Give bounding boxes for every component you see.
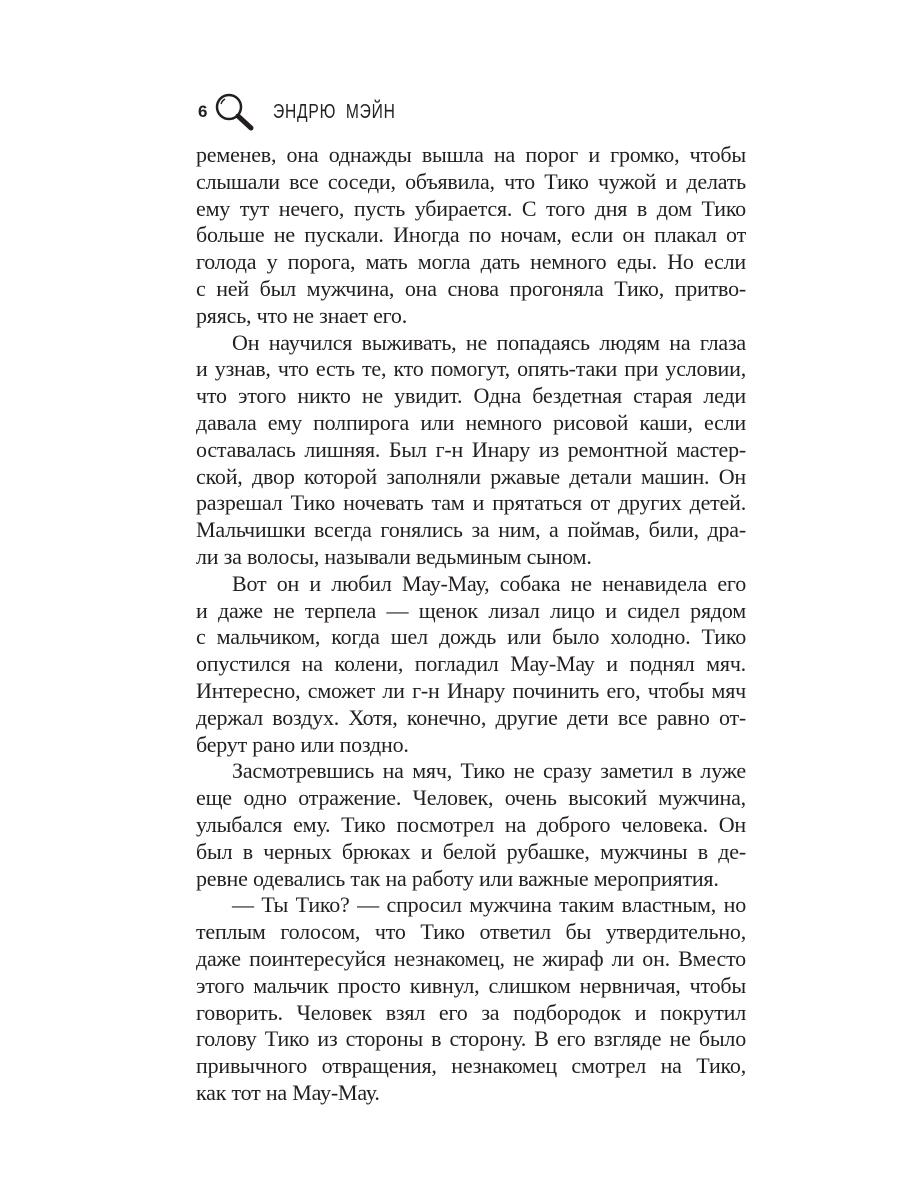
text-line: ременев, она однажды вышла на порог и громко, чтобы <box>196 142 746 167</box>
text-line: улыбался ему. Тико посмотрел на доброго человека. Он <box>196 811 746 837</box>
paragraph <box>196 142 746 330</box>
text-line: Вот он и любил Мау-Мау, собака не ненавидела его <box>232 570 746 596</box>
paragraph <box>196 892 746 1106</box>
text-line: оставалась лишняя. Был г-н Инару из ремонтной мастер- <box>196 436 746 462</box>
text-line: ряясь, что не знает его. <box>196 302 408 328</box>
running-header <box>198 92 431 132</box>
text-line: привычного отвращения, незнакомец смотрел на Тико, <box>196 1053 746 1079</box>
text-line: Засмотревшись на мяч, Тико не сразу заметил в луже <box>232 758 746 784</box>
text-line: ской, двор которой заполняли ржавые детали машин. Он <box>196 463 746 489</box>
text-line: этого мальчик просто кивнул, слишком нервничая, чтобы <box>196 972 746 998</box>
body-text <box>196 142 746 1107</box>
text-line: — Ты Тико? — спросил мужчина таким властным, но <box>232 892 746 918</box>
text-line: с мальчиком, когда шел дождь или было холодно. Тико <box>196 624 746 650</box>
text-line: как тот на Мау-Мау. <box>196 1079 380 1105</box>
paragraph <box>196 571 746 759</box>
magnifying-glass-icon <box>213 92 255 132</box>
text-line: давала ему полпирога или немного рисовой каши, если <box>196 409 746 435</box>
text-line: был в черных брюках и белой рубашке, мужчины в де- <box>196 838 746 864</box>
text-line: голода у порога, мать могла дать немного еды. Но если <box>196 249 746 275</box>
text-line: опустился на колени, погладил Мау-Мау и поднял мяч. <box>196 651 746 677</box>
text-line: с ней был мужчина, она снова прогоняла Тико, притво- <box>196 275 746 301</box>
text-line: и узнав, что есть те, кто помогут, опять-таки при условии, <box>196 356 746 382</box>
text-line: берут рано или поздно. <box>196 731 409 757</box>
paragraph <box>196 330 746 571</box>
text-line: слышали все соседи, объявила, что Тико чужой и делать <box>196 168 746 194</box>
text-line: ему тут нечего, пусть убирается. С того дня в дом Тико <box>196 195 746 221</box>
text-line: держал воздух. Хотя, конечно, другие дети все равно от- <box>196 704 746 730</box>
text-line: что этого никто не увидит. Одна бездетная старая леди <box>196 383 746 409</box>
text-line: разрешал Тико ночевать там и прятаться от других детей. <box>196 490 746 516</box>
text-line: и даже не терпела — щенок лизал лицо и сидел рядом <box>196 597 746 623</box>
text-line: ли за волосы, называли ведьминым сыном. <box>196 543 592 569</box>
text-line: голову Тико из стороны в сторону. В его взгляде не было <box>196 1026 746 1052</box>
text-line: ревне одевались так на работу или важные мероприятия. <box>196 865 719 891</box>
text-line: Интересно, сможет ли г-н Инару починить его, чтобы мяч <box>196 677 746 703</box>
page-number: 6 <box>198 102 208 121</box>
author-name: ЭНДРЮ МЭЙН <box>273 100 397 123</box>
text-line: теплым голосом, что Тико ответил бы утвердительно, <box>196 919 746 945</box>
text-line: еще одно отражение. Человек, очень высокий мужчина, <box>196 785 746 811</box>
text-line: больше не пускали. Иногда по ночам, если он плакал от <box>196 222 746 248</box>
text-line: даже поинтересуйся незнакомец, не жираф ли он. Вместо <box>196 945 746 971</box>
text-line: говорить. Человек взял его за подбородок и покрутил <box>196 999 746 1025</box>
paragraph <box>196 758 746 892</box>
text-line: Мальчишки всегда гонялись за ним, а поймав, били, дра- <box>196 517 746 543</box>
text-line: Он научился выживать, не попадаясь людям на глаза <box>232 329 746 355</box>
